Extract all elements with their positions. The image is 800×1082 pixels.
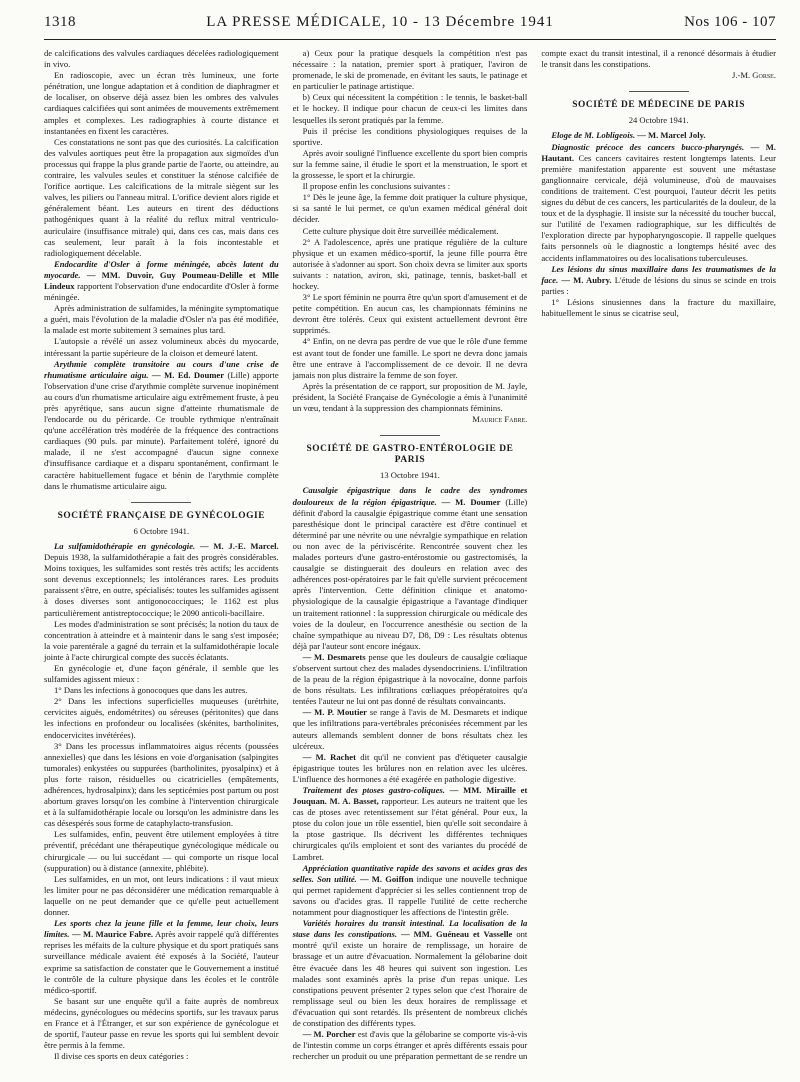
page-header [44,14,776,36]
paragraph [293,752,528,785]
communication-title: Variétés horaires du transit intestinal. La localisation de la stase dans les constipations. [292,918,528,940]
paragraph-text: rapporteur. Les auteurs ne traitent que les cas de ptoses avec retentissement sur l'état général. Pour eux, la ptose du colon joue un rôle essentiel, bien qu'elle soit secondaire à la ptose gastrique. Ils décrivent les différentes techniques chirurgicales qu'ils emploient et sont des variantes du procédé de Lambret. [292,796,528,862]
paragraph-text: Cette culture physique doit être surveillée médicalement. [302,225,499,236]
paragraph-text: 1° Dans les infections à gonocoques que dans les autres. [54,685,248,696]
paragraph [293,237,528,292]
communication-title: Diagnostic précoce des cancers bucco-pharyngés. [551,141,745,152]
authors: — M. Ed. Doumer [152,369,225,380]
paragraph [293,785,528,863]
authors: — M. P. Moutier [302,707,367,718]
paragraph [293,707,528,751]
paragraph-text: En gynécologie et, d'une façon générale, il semble que les sulfamides agissent mieux : [44,662,279,685]
paragraph [44,996,279,1051]
authors: — M. Rachet [302,751,356,762]
section-divider [629,91,689,92]
paragraph-text: est d'avis que la gélobarine se comporte vis-à-vis de l'intestin comme un corps étranger et après différents essais pour rechercher un produit ou une préparation permettant de se rendre un compte exact du transit intestinal, il a renoncé désormais à étudier le transit dans les constipations. [292,48,776,1062]
paragraph [293,148,528,181]
paragraph [44,137,279,259]
paragraph-text: Après avoir souligné l'influence excellente du sport bien compris sur la femme saine, il étudie le sport et la menstruation, le sport et la grossesse, le sport et la chirurgie. [292,147,528,181]
paragraph [44,696,279,740]
paragraph [293,918,528,1029]
paragraph-text: ont montré qu'il existe un horaire de remplissage, un horaire de brassage et un autre d'évacuation. Normalement la gélobarine doit être évacuée dans les 48 heures qui suivent son ingestion. Les malades sont examinés après la prise d'un repas unique. Les constipations peuvent présenter 2 types selon que c'est l'horaire de remplissage seul ou bien les deux horaires de remplissage et d'évacuation qui sont retardés. Ils présentent de nombreux clichés de constipation des différents types. [292,929,528,1028]
signature: J.-M. Gorse. [731,70,776,81]
communication-title: Les sports chez la jeune fille et la femme, leur choix, leurs limites. [44,918,279,940]
paragraph [293,48,528,92]
session-date: 13 Octobre 1941. [380,470,440,481]
paragraph-text: Après avoir rappelé qu'à différentes reprises les méfaits de la culture physique et du sport pratiqués sans surveillance médicale avaient été exposés à la Société, l'auteur exprime sa satisfaction de constater que le Gouvernement a institué le contrôle de la culture physique dans les écoles et le contrôle médico-sportif. [44,929,279,995]
authors: — MM. Miraille et Jouquan. M. A. Basset, [292,785,528,807]
section-divider [380,435,440,436]
paragraph [293,292,528,336]
paragraph [44,359,279,492]
section-divider [131,502,191,503]
paragraph-text: (Lille) définit d'abord la causalgie épigastrique comme étant une sensation paresthésique dont le principal caractère est d'être continuel et déterminé par une névrite ou une névralgie sympathique en relation ou non avec de la périviscérite. Rencontrée souvent chez les malades porteurs d'une gastro-entérostomie ou gastrectomisés, la causalgie se distinguerait des douleurs en relation avec des adhérences post-opératoires par le fait qu'elle survient précocement après l'intervention. Cette définition clinique et anatomo-physiologique de la causalgie épigastrique a l'avantage d'indiquer un traitement rationnel : la suppression chirurgicale ou médicale des voies de la douleur, en l'occurrence anesthésie ou section de la chaîne sympathique au niveau D7, D8, D9 : Les résultats obtenus déjà par l'auteur sont encore inégaux. [292,496,528,651]
communication-title: Les lésions du sinus maxillaire dans les traumatismes de la face. [541,263,776,285]
paragraph-text: En radioscopie, avec un écran très lumineux, une forte pénétration, une longue adaptation et à condition de diaphragmer et de localiser, on observe déjà assez bien les ombres des valvules cardiaques calcifiées qui sont animées de mouvements extrêmement amples et complexes. Les radiographies à courte distance et instantanées en fixent les caractères. [44,70,279,136]
paragraph-text: se range à l'avis de M. Desmarets et indique que les infiltrations para-vertébrales préconisées récemment par les auteurs allemands semblent donner de bons résultats chez les ulcéreux. [292,707,528,751]
authors: — M. Hautant. [541,141,776,163]
session-date: 6 Octobre 1941. [133,525,190,536]
paragraph [44,1051,279,1062]
paragraph-text: (Lille) apporte l'observation d'une crise d'arythmie complète survenue inopinément au cours d'un rhumatisme articulaire aigu extrêmement fruste, à peu près apyrétique, sans aucun signe d'atteinte rhumatismale de l'endocarde ou du péricarde. Ce trouble rythmique n'entraînait qu'une accélération très modérée de la fréquence des contractions cardiaques (90 puls. par minute). Parfaitement toléré, ignoré du malade, il ne s'est accompagné d'aucun signe connexe d'insuffisance cardiaque et a disparu spontanément, confirmant le caractère habituellement fugace et bénin de l'arythmie complète dans le rhumatisme articulaire aigu. [44,369,279,491]
paragraph [541,297,776,319]
authors: — M. Desmarets [302,651,366,662]
paragraph-text: 1° Lésions sinusiennes dans la fracture du maxillaire, habituellement le sinus se cicatrise seul, [541,296,776,318]
paragraph-text: Ces constatations ne sont pas que des curiosités. La calcification des valvules aortiques peut être la propagation aux sigmoïdes d'un processus qui frappe la plus grande partie de l'aorte, ou atteindre, au contraire, les valvules seules et constituer la sténose calcifiée de l'orifice aortique. Les calcifications de la mitrale siègent sur les valves, les piliers ou l'anneau mitral. L'orifice devient alors rigide et généralement béant. Les auteurs en tirent des déductions pathogéniques quant à la réalité du reflux mitral ventriculo-auriculaire (insuffisance mitrale) qui, dans ces cas, mais dans ces cas seulement, leur paraît à la fois incontestable et radiologiquement décelable. [44,136,279,258]
society-heading [44,502,279,537]
authors: — MM. Duvoir, Guy Poumeau-Delille et Mlle Lindeux [44,269,279,291]
paragraph-text: 2° Dans les infections superficielles muqueuses (urétrhite, cervicites aiguës, endométrites) ou séreuses (péritonites) que dans les infections en profondeur ou localisées (skénites, bartholinites, endocervicites invétérées). [44,696,279,740]
paragraph [44,541,279,619]
paragraph [293,192,528,225]
paragraph-text: rapportent l'observation d'une endocardite d'Osler à forme méningée. [44,280,279,303]
paragraph [44,48,279,70]
paragraph-text: L'étude de lésions du sinus se scinde en trois parties : [541,274,776,296]
paragraph-text: Après administration de sulfamides, la méningite symptomatique a guéri, mais l'évolution de la maladie d'Osler n'a pas été modifiée, la malade est morte subitement 3 semaines plus tard. [44,303,279,336]
paragraph [541,264,776,297]
paragraph [293,226,528,237]
header-rule [44,39,776,40]
authors: — M. Aubry. [561,274,612,285]
paragraph-text: Ces cancers cavitaires restent longtemps latents. Leur première manifestation apparente est souvent une métastase ganglionnaire cervicale, déjà volumineuse, d'où de mauvaises conditions de traitement. C'est pourquoi, l'auteur décrit les petits signes du début de ces cancers, les particularités de la douleur, de la toux et de la dysphagie. Il insiste sur la nécessité du toucher buccal, sur l'utilité de l'examen radiographique, sur les difficultés de l'exploration directe par hypopharyngoscopie. Il rappelle quelques faits personnels où le diagnostic a longtemps hésité avec des accidents inflammatoires ou des localisations tuberculeuses. [541,152,776,263]
communication-title: Arythmie complète transitoire au cours d'une crise de rhumatisme articulaire aigu. [44,358,279,380]
paragraph-text: Les sulfamides, enfin, peuvent être utilement employées à titre préventif, précédant une thérapeutique gynécologique médicale ou chirurgicale — ou lui succédant — qui comporte un risque local (suppuration) ou à distance (annexite, phlébite). [44,829,279,873]
paragraph [293,863,528,918]
paragraph-text: 3° Dans les processus inflammatoires aigus récents (poussées annexielles) que dans les lésions en voie d'organisation (salpingites tumorales) enkystées ou suppurées (bartholinites, pyosalpinx) et à plus forte raison, résiduelles ou cicatricielles (empâtements, adhérences, hydrosalpinx); dans les septicémies post partum ou post abortum graves lorsqu'on les combine à l'intervention chirurgicale et à la sulfamidothérapie locale ou lorsqu'on les administre dans les cas désespérés sous forme de cataphylacto-transfusion. [44,740,279,829]
authors: — M. J.-E. Marcel. [199,540,279,551]
communication-title: Causalgie épigastrique dans le cadre des syndromes douloureux de la région épigastrique. [292,485,528,507]
authors: — M. Maurice Fabre. [71,929,154,940]
paragraph [44,829,279,873]
paragraph [293,336,528,380]
authors: — MM. Guéneau et Vasselle [401,929,513,940]
society-heading [541,91,776,126]
communication-title: Endocardite d'Osler à forme méningée, abcès latent du myocarde. [44,258,279,280]
communication-title: Eloge de M. Lobligeois. [551,130,636,141]
authors: — M. Doumer [441,496,501,507]
paragraph-text: 4° Enfin, on ne devra pas perdre de vue que le rôle d'une femme est avant tout de fonder une famille. Le sport ne devra donc jamais être une entrave à l'accomplissement de ce devoir. Il ne devra jamais non plus distraire la femme de son foyer. [292,336,528,380]
paragraph-text: b) Ceux qui nécessitent la compétition : le tennis, le basket-ball et le hockey. Il indique pour chacun de ceux-ci les limites dans lesquelles ils seront pratiqués par la femme. [292,92,528,125]
paragraph-text: Les sulfamides, en un mot, ont leurs indications : il vaut mieux les limiter pour ne pas déconsidérer une médication remarquable à laquelle on ne peut demander que ce qu'elle peut actuellement donner. [44,873,279,918]
paragraph [44,70,279,137]
journal-title: LA PRESSE MÉDICALE, 10 - 13 Décembre 1941 [206,14,554,30]
paragraph-text: pense que les douleurs de causalgie cœliaque s'observent surtout chez des malades dysendocriniens. L'infiltration de la peau de la région épigastrique à la novocaïne, donne parfois de bons résultats. Les infiltrations cœliaques préopératoires qu'a tentées l'auteur ne lui ont pas donné de résultats convaincants. [292,651,528,707]
signature: Maurice Fabre. [472,414,528,425]
paragraph [44,336,279,358]
paragraph [293,381,528,414]
paragraph [293,652,528,707]
paragraph [44,685,279,696]
society-heading [293,435,528,481]
issue-number: Nos 106 - 107 [684,14,776,30]
paragraph [293,181,528,192]
paragraph [541,130,776,141]
communication-title: Traitement des ptoses gastro-coliques. [302,785,445,795]
authors: — M. Goiffon [359,873,414,884]
paragraph [44,303,279,336]
paragraph [44,663,279,685]
paragraph [293,92,528,125]
society-name: SOCIÉTÉ DE MÉDECINE DE PARIS [572,100,746,111]
paragraph-text: L'autopsie a révélé un assez volumineux abcès du myocarde, intéressant la partie supérieure de la cloison et demeuré latent. [44,336,279,358]
paragraph-text: 1° Dès le jeune âge, la femme doit pratiquer la culture physique, si sa santé le lui permet, ce qu'un examen médical général doit décider. [292,192,528,225]
paragraph-text: Puis il précise les conditions physiologiques requises de la sportive. [292,125,528,147]
paragraph-text: Il propose enfin les conclusions suivantes : [302,181,451,192]
paragraph-text: Les modes d'administration se sont précisés; la notion du taux de concentration à atteindre et à maintenir dans le sang s'est imposée; la voie parentérale a gagné du terrain et la sulfamidothérapie locale jointe à l'acte chirurgical compte des succès éclatants. [44,618,279,662]
paragraph [44,874,279,918]
paragraph [293,485,528,651]
paragraph-text: indique une nouvelle technique qui permet rapidement d'apprécier si les selles contiennent trop de savons ou d'acides gras. Il rappelle l'utilité de cette recherche notamment pour diagnostiquer les affections de l'intestin grêle. [292,873,528,918]
paragraph-text: 2° A l'adolescence, après une pratique régulière de la culture physique et un examen médico-sportif, la jeune fille pourra être autorisée à s'adonner au sport. Son choix devra se limiter aux sports suivants : natation, aviron, ski, patinage, tennis, basket-ball et hockey. [292,236,528,291]
communication-title: Appréciation quantitative rapide des savons et acides gras des selles. Son utilité. [292,862,528,884]
authors: — M. Marcel Joly. [637,130,706,141]
paragraph [44,259,279,303]
page-number: 1318 [44,14,76,30]
paragraph [44,741,279,830]
paragraph-text: Il divise ces sports en deux catégories : [54,1051,189,1062]
paragraph-text: a) Ceux pour la pratique desquels la compétition n'est pas nécessaire : la natation, premier sport à pratiquer, l'aviron de promenade, le ski de promenade, en évitant les sauts, le patinage et en particulier le patinage artistique. [292,48,528,92]
paragraph [44,918,279,996]
paragraph [293,126,528,148]
article-columns [44,48,776,1078]
paragraph [541,142,776,264]
society-name: SOCIÉTÉ FRANÇAISE DE GYNÉCOLOGIE [57,510,266,521]
paragraph-text: de calcifications des valvules cardiaques décelées radiologiquement in vivo. [44,48,279,70]
authors: — M. Porcher [302,1029,356,1040]
paragraph-text: Après la présentation de ce rapport, sur proposition de M. Jayle, président, la Société Française de Gynécologie a émis à l'unanimité un vœu, tendant à la suppression des championnats féminins. [292,380,528,413]
session-date: 24 Octobre 1941. [628,115,689,126]
paragraph-text: 3° Le sport féminin ne pourra être qu'un sport d'amusement et de petite compétition. En aucun cas, les championnats féminins ne devront être tolérés. Ceux qui existent actuellement devront être supprimés. [292,292,528,336]
society-name: SOCIÉTÉ DE GASTRO-ENTÉROLOGIE DE PARIS [306,444,514,466]
paragraph-text: Se basant sur une enquête qu'il a faite auprès de nombreux médecins, gynécologues ou médecins sportifs, sur les travaux parus en France et à l'Étranger, et sur son expérience de gynécologue et de sportif, l'auteur passe en revue les sports qui lui semblent devoir être permis à la femme. [44,995,279,1051]
paragraph-text: Depuis 1938, la sulfamidothérapie a fait des progrès considérables. Moins toxiques, les sulfamides sont restés très actifs; les accidents sont devenus exceptionnels; les intolérances rares. Les produits paraissent s'être, en outre, spécialisés: toutes les sulfamides agissent à doses diverses sont antigonococciques; le 1162 est plus particulièrement antistreptococcique; le 2090 anticoli-bacillaire. [44,552,279,618]
paragraph [44,619,279,663]
communication-title: La sulfamidothérapie en gynécologie. [54,540,196,551]
paragraph-text: dit qu'il ne convient pas d'étiqueter causalgie épigastrique toutes les brûlures non en relation avec les ulcères. L'influence des hormones a été exagérée en pathologie digestive. [292,751,528,784]
